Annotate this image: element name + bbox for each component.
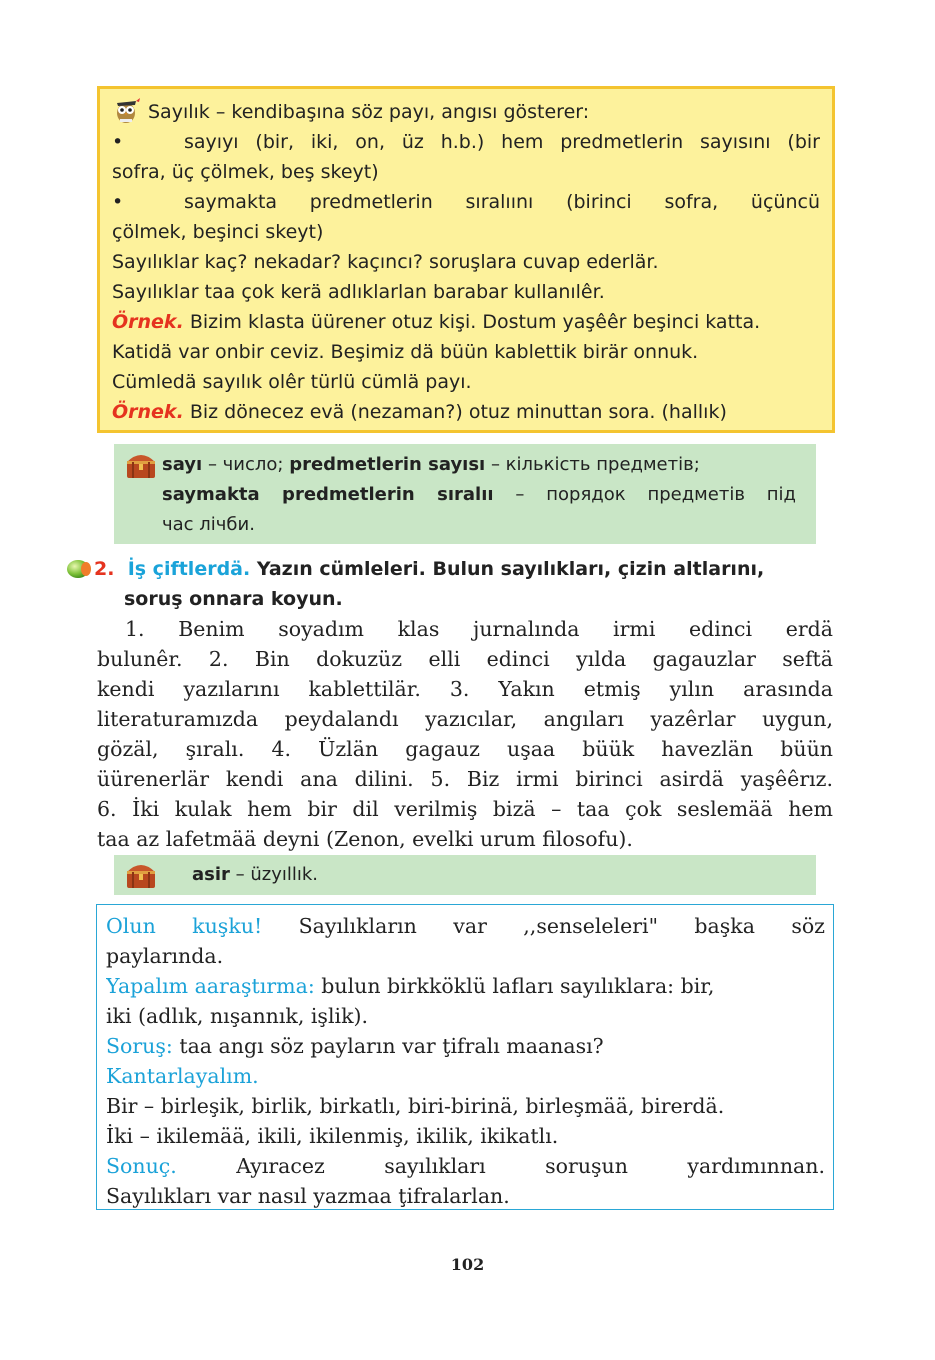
green-dot-icon (66, 559, 92, 579)
para-line: 6. İki kulak hem bir dil verilmiş bizä – taa çok seslemää hem (97, 797, 833, 821)
page-number: 102 (450, 1255, 485, 1274)
vocab-line-3: час лічби. (162, 514, 255, 535)
research-line-6: Kantarlayalım. (106, 1064, 259, 1088)
research-line-10: Sayılıkları var nasıl yazmaa ţifralarlan. (106, 1184, 510, 1208)
para-line: gözäl, şıralı. 4. Üzlän gagauz uşaa büük havezlän büün (97, 737, 833, 761)
example-1-text: Bizim klasta üürener otuz kişi. Dostum yaşêêr beşinci katta. (183, 311, 761, 333)
example-2-text: Biz dönecez evä (nezaman?) otuz minuttan sora. (hallık) (183, 401, 727, 423)
rule-bullet-1-cont: sofra, üç çölmek, beş skeyt) (112, 161, 379, 183)
para-line: kendi yazılarını kablettilär. 3. Yakın etmiş yılın arasında (97, 677, 833, 701)
box-label: Soruş: (106, 1034, 173, 1058)
rule-box (97, 86, 835, 433)
rule-example-2 (112, 397, 820, 427)
para-line: üürenerlär kendi ana dilini. 5. Biz irmi birinci asirdä yaşêêrız. (97, 767, 833, 791)
vocab-translation: – кількість предметів; (485, 454, 700, 475)
bullet: • (112, 131, 124, 153)
para-line: bulunêr. 2. Bin dokuzüz elli edinci yılda gagauzlar seftä (97, 647, 833, 671)
vocabulary-box (114, 444, 816, 544)
rule-questions: Sayılıklar kaç? nekadar? kaçıncı? soruşlara cuvap ederlär. (112, 251, 659, 273)
box-text: Ayıracez sayılıkları soruşun yardımınnan. (176, 1154, 825, 1178)
task-label: İş çiftlerdä. (127, 558, 251, 580)
exercise-paragraph (97, 614, 833, 854)
rule-title: Sayılık – kendibaşına söz payı, angısı gösterer: (148, 101, 590, 123)
vocab-word: predmetlerin sayısı (289, 454, 486, 475)
box-text: taa angı söz payların var ţifralı maanası? (172, 1034, 604, 1058)
vocabulary-box-2 (114, 855, 816, 895)
vocab-translation: – üzyıllık. (229, 864, 319, 885)
vocab-line-2 (162, 480, 796, 510)
rule-bullet-2 (112, 187, 820, 217)
box-text: Sayılıkların var ,,senseleleri" başka söz (262, 914, 825, 938)
research-line-3 (106, 971, 825, 1001)
research-box (96, 904, 834, 1210)
task-line-2: soruş onnara koyun. (124, 588, 343, 610)
vocab-translation: – порядок предметів під (493, 484, 796, 505)
research-line-2: paylarında. (106, 944, 224, 968)
chest-icon (124, 860, 158, 890)
box-label: Olun kuşku! (106, 914, 263, 938)
para-line: 1. Benim soyadım klas jurnalında irmi edinci erdä (125, 617, 833, 641)
rule-example-1 (112, 307, 820, 337)
research-line-9 (106, 1151, 825, 1181)
rule-example-1-cont: Katidä var onbir ceviz. Beşimiz dä büün kablettik birär onnuk. (112, 341, 699, 363)
example-label: Örnek. (112, 311, 184, 333)
research-line-7: Bir – birleşik, birlik, birkatlı, biri-birinä, birleşmää, birerdä. (106, 1094, 725, 1118)
research-line-4: iki (adlık, nışannık, işlik). (106, 1004, 369, 1028)
rule-bullet-2-cont: çölmek, beşinci skeyt) (112, 221, 324, 243)
vocab-word: sayı (162, 454, 203, 475)
rule-bullet-2-text: saymakta predmetlerin sıralıını (birinci sofra, üçüncü (184, 191, 820, 213)
example-label: Örnek. (112, 401, 184, 423)
vocab-translation: – число; (202, 454, 290, 475)
box-text: bulun birkköklü lafları sayılıklara: bir, (314, 974, 715, 998)
para-line: taa az lafetmää deyni (Zenon, evelki urum filosofu). (97, 827, 633, 851)
task-text: Yazın cümleleri. Bulun sayılıkları, çizin altlarını, (250, 558, 765, 580)
research-line-1 (106, 911, 825, 941)
rule-title-line (112, 97, 820, 127)
task-2 (66, 554, 836, 614)
vocab-line-1 (162, 450, 796, 480)
rule-nouns: Sayılıklar taa çok kerä adlıklarlan barabar kullanılêr. (112, 281, 605, 303)
research-line-8: İki – ikilemää, ikili, ikilenmiş, ikilik, ikikatlı. (106, 1124, 559, 1148)
chest-icon (124, 450, 158, 480)
task-number: 2. (94, 558, 115, 580)
task-line-1 (66, 554, 836, 584)
box-label: Sonuç. (106, 1154, 177, 1178)
vocab-word: asir (192, 864, 230, 885)
research-line-5 (106, 1031, 825, 1061)
rule-sentence: Cümledä sayılık olêr türlü cümlä payı. (112, 371, 472, 393)
para-line: literaturamızda peydalandı yazıcılar, angıları yazêrlar uygun, (97, 707, 833, 731)
rule-bullet-1 (112, 127, 820, 157)
owl-icon (112, 98, 142, 124)
box-label: Yapalım aaraştırma: (106, 974, 315, 998)
vocab-word: saymakta predmetlerin sıralıı (162, 484, 494, 505)
rule-bullet-1-text: sayıyı (bir, iki, on, üz h.b.) hem predmetlerin sayısını (bir (184, 131, 820, 153)
bullet: • (112, 191, 124, 213)
